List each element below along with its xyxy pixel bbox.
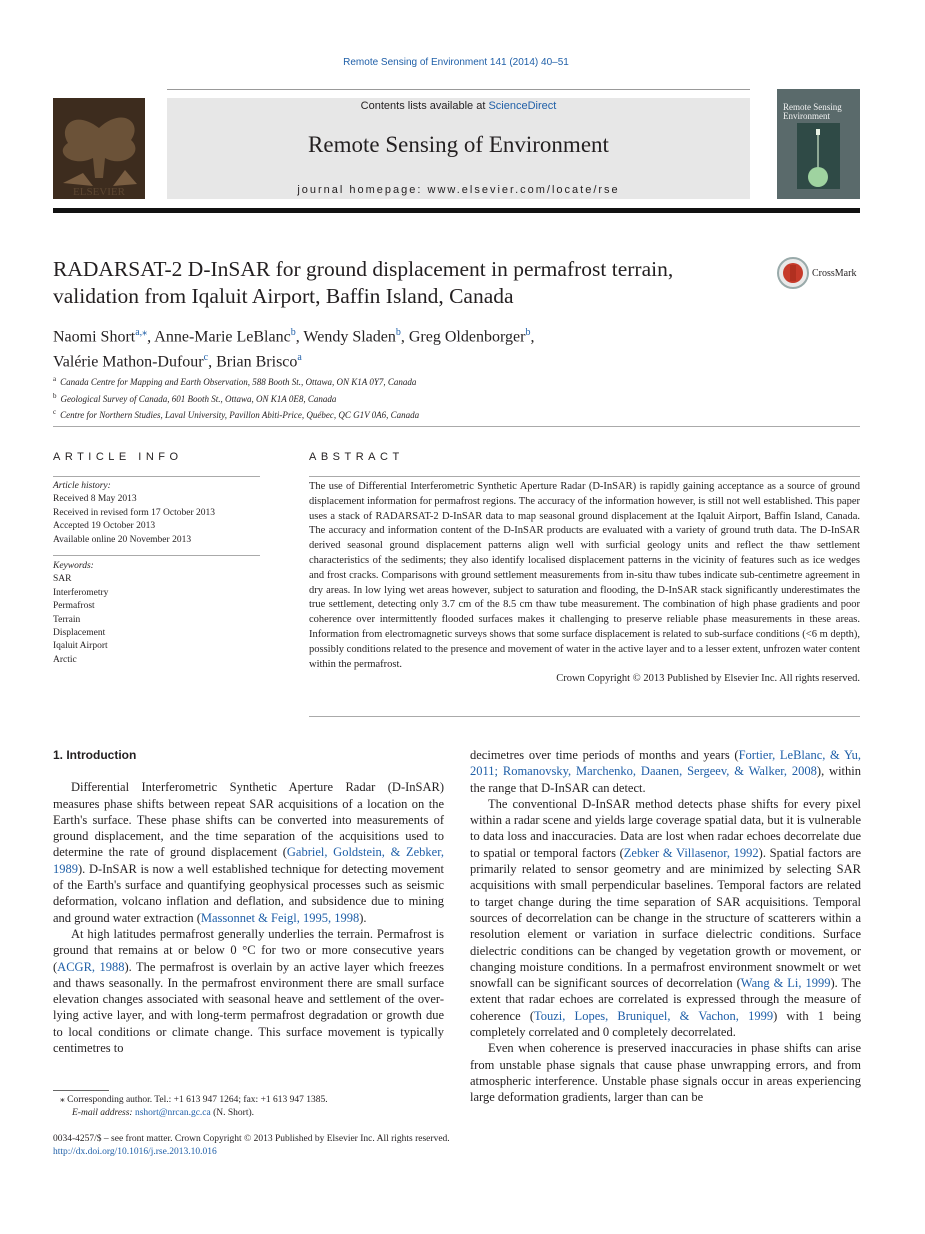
keyword: SAR [53, 574, 72, 585]
keyword: Displacement [53, 628, 106, 639]
keyword: Arctic [53, 654, 77, 665]
front-matter: 0034-4257/$ – see front matter. Crown Copyright © 2013 Published by Elsevier Inc. All rights reserved. http://dx.doi.org/10.1016/j.rse.2013.10.016 [53, 1133, 653, 1159]
author[interactable]: Greg Oldenborger [408, 328, 526, 346]
keyword: Iqaluit Airport [53, 641, 108, 652]
citation-link[interactable]: Wang & Li, 1999 [740, 976, 831, 991]
sciencedirect-link[interactable]: ScienceDirect [488, 100, 557, 112]
abstract-heading: ABSTRACT [309, 451, 404, 463]
paragraph: At high latitudes permafrost generally underlies the terrain. Permafrost is ground that remains at or below 0 °C for two or more consecutive years (ACGR, 1988). The permafrost is overlain by an active layer which freezes and thaws seasonally. In the permafrost environment there are small surface elevation changes associated with seasonal heave and settlement of the over-lying active layer, and with long-term permafrost degradation or growth due to local conditions or climate change. This surface movement is typically centimetres to [53, 926, 444, 1056]
paragraph: Differential Interferometric Synthetic Aperture Radar (D-InSAR) measures phase shifts between repeat SAR acquisitions of a location on the Earth's surface. These phase shifts can be converted into measurements of ground displacement, and the time separation of the acquisitions used to determine the rate of ground displacement (Gabriel, Goldstein, & Zebker, 1989). D-InSAR is now a well established technique for detecting movement of the Earth's surface and quantifying geophysical processes such as seismic deformation, volcano inflation and deflation, and subsidence due to mining and ground water extraction (Massonnet & Feigl, 1995, 1998). [53, 780, 444, 925]
affiliations [53, 373, 753, 423]
affiliation: $^a$ Canada Centre for Mapping and Earth Observation, 588 Booth St., Ottawa, ON K1A 0Y7, Canada [53, 375, 417, 387]
author[interactable]: Brian Brisco [216, 353, 298, 371]
article-history: Article history: Received 8 May 2013 Received in revised form 17 October 2013 Accepted 19 October 2013 Available online 20 November 2013 [53, 481, 215, 545]
body-left-column [53, 747, 444, 1056]
author[interactable]: Naomi Short [53, 328, 136, 346]
cover-title: Remote Sensing Environment [783, 102, 842, 121]
body-right-column [470, 747, 861, 1106]
keywords: Keywords: SAR Interferometry Permafrost Terrain Displacement Iqaluit Airport Arctic [53, 560, 260, 667]
svg-text:ELSEVIER: ELSEVIER [73, 186, 125, 198]
keyword: Terrain [53, 614, 81, 625]
affiliation: $^b$ Geological Survey of Canada, 601 Booth St., Ottawa, ON K1A 0E8, Canada [53, 391, 337, 404]
divider [53, 555, 260, 556]
abstract-body: The use of Differential Interferometric Synthetic Aperture Radar (D-InSAR) is rapidly gaining acceptance as a source of ground displacement information for permafrost regions. The accuracy of the information however, is still not well established. This paper uses a stack of RADARSAT-2 D-InSAR data to map seasonal ground displacement at the Iqaluit Airport, Baffin Island, Canada. The accuracy and information content of the D-InSAR products are evaluated with a variety of ground truth data. The D-InSAR derived seasonal ground displacement patterns align well with surficial geology units and reflect the thaw settlement characteristics of the sediments; they also identify localised displacement patterns in the vicinity of features such as ice wedges and frost cracks. Comparisons with ground settlement measurements from in-situ thaw tubes indicate sub-centimetre agreement in dry areas. In low lying wet areas however, subject to saturation and flooding, the D-InSAR stack significantly underestimates the true settlement, detecting only 3.7 cm of the 8.5 cm thaw tube measurement. The combination of high phase gradients and poor coherence over intermittently flooded surfaces makes it challenging to preserve reliable phase measurements in these areas. Information from electromagnetic surveys shows that some surface displacement is related to sub-surface conditions (<6 m depth), possibly conditions related to the presence and movement of water in the active layer and to a lesser extent, unfrozen water content within the permafrost. Crown Copyright © 2013 Published by Elsevier Inc. All rights reserved. [309, 480, 860, 687]
header-rule [53, 208, 860, 213]
keyword: Permafrost [53, 601, 95, 612]
affiliation: $^c$ Centre for Northern Studies, Laval University, Pavillon Abiti-Price, Québec, QC G1V 0A6, Canada [53, 408, 420, 420]
citation-link[interactable]: ACGR, 1988 [57, 959, 125, 974]
journal-box-rule [167, 89, 750, 90]
author[interactable]: Valérie Mathon-Dufour [53, 353, 204, 371]
paragraph: The conventional D-InSAR method detects phase shifts for every pixel within a radar scene and yields large coverage spatial data, but it is vulnerable to data loss and inaccuracies. Data are lost when radar echoes decorrelate due to spatial or temporal factors (Zebker & Villasenor, 1992). Spatial factors are primarily related to sensor geometry and are minimized by selecting SAR acquisitions with small perpendicular baselines. Temporal factors are related to target change during the time separation of SAR acquisitions. Temporal sources of decorrelation can be change in the structure of scatterers within a resolution element or variation in surface dielectric conditions. Surface dielectric conditions can be changed by vegetation growth or movement, or changing moisture conditions. In a permafrost environment snowmelt or wet snowfall can be significant sources of decorrelation (Wang & Li, 1999). The extent that radar echoes are correlated is expressed through the measure of coherence (Touzi, Lopes, Bruniquel, & Vachon, 1999) with 1 being completely correlated and 0 completely decorrelated. [470, 796, 861, 1040]
citation-link[interactable]: Touzi, Lopes, Bruniquel, & Vachon, 1999 [533, 1008, 774, 1023]
citation-link[interactable]: Fortier, LeBlanc, & Yu, 2011; Romanovsky, Marchenko, Daanen, Sergeev, & Walker, 2008 [470, 748, 862, 779]
citation-link[interactable]: Gabriel, Goldstein, & Zebker, 1989 [53, 845, 444, 876]
journal-title: Remote Sensing of Environment [308, 132, 609, 157]
crossmark-label: CrossMark [812, 268, 857, 279]
citation-link[interactable]: Massonnet & Feigl, 1995, 1998 [200, 910, 360, 925]
paragraph: Even when coherence is preserved inaccuracies in phase shifts can arise from unstable phase signals that cause phase unwrapping errors, and from atmospheric interference. Unstable phase signals occur in areas experiencing large deformation gradients, larger than can be [470, 1041, 861, 1105]
journal-homepage[interactable]: journal homepage: www.elsevier.com/locate/rse [297, 184, 620, 196]
divider [309, 716, 860, 717]
article-title: RADARSAT-2 D-InSAR for ground displacement in permafrost terrain, validation from Iqaluit Airport, Baffin Island, Canada [53, 257, 674, 308]
section-heading: 1. Introduction [53, 748, 137, 762]
email-link[interactable]: nshort@nrcan.gc.ca [134, 1108, 211, 1118]
author[interactable]: Anne-Marie LeBlanc [154, 328, 291, 346]
crossmark-button[interactable] [776, 256, 866, 290]
footnote-rule [53, 1090, 109, 1091]
doi-link[interactable]: http://dx.doi.org/10.1016/j.rse.2013.10.016 [53, 1147, 217, 1157]
journal-citation-link[interactable]: Remote Sensing of Environment 141 (2014) 40–51 [343, 57, 569, 68]
crossmark-icon [776, 256, 810, 290]
contents-line: Contents lists available at ScienceDirect [360, 100, 557, 112]
journal-header-box [167, 98, 750, 199]
article-info-heading: ARTICLE INFO [53, 451, 183, 463]
divider [309, 476, 860, 477]
paragraph: decimetres over time periods of months and years (Fortier, LeBlanc, & Yu, 2011; Romanovsky, Marchenko, Daanen, Sergeev, & Walker, 2008), within the range that D-InSAR can detect. [470, 748, 862, 795]
footnote: ⁎ Corresponding author. Tel.: +1 613 947 1264; fax: +1 613 947 1385. E-mail address: nshort@nrcan.gc.ca (N. Short). [60, 1095, 328, 1118]
keyword: Interferometry [53, 587, 109, 598]
author-list: Naomi Short$^{a,⁎}$, Anne-Marie LeBlanc$^b$, Wendy Sladen$^b$, Greg Oldenborger$^b$, Valérie Mathon-Dufour$^c$, Brian Brisco$^a$ [53, 327, 535, 371]
journal-cover [777, 89, 860, 199]
abstract-copyright: Crown Copyright © 2013 Published by Elsevier Inc. All rights reserved. [556, 673, 860, 685]
elsevier-logo [53, 98, 145, 199]
divider [53, 476, 260, 477]
citation-link[interactable]: Zebker & Villasenor, 1992 [623, 845, 759, 860]
divider [53, 426, 860, 427]
author[interactable]: Wendy Sladen [303, 328, 396, 346]
